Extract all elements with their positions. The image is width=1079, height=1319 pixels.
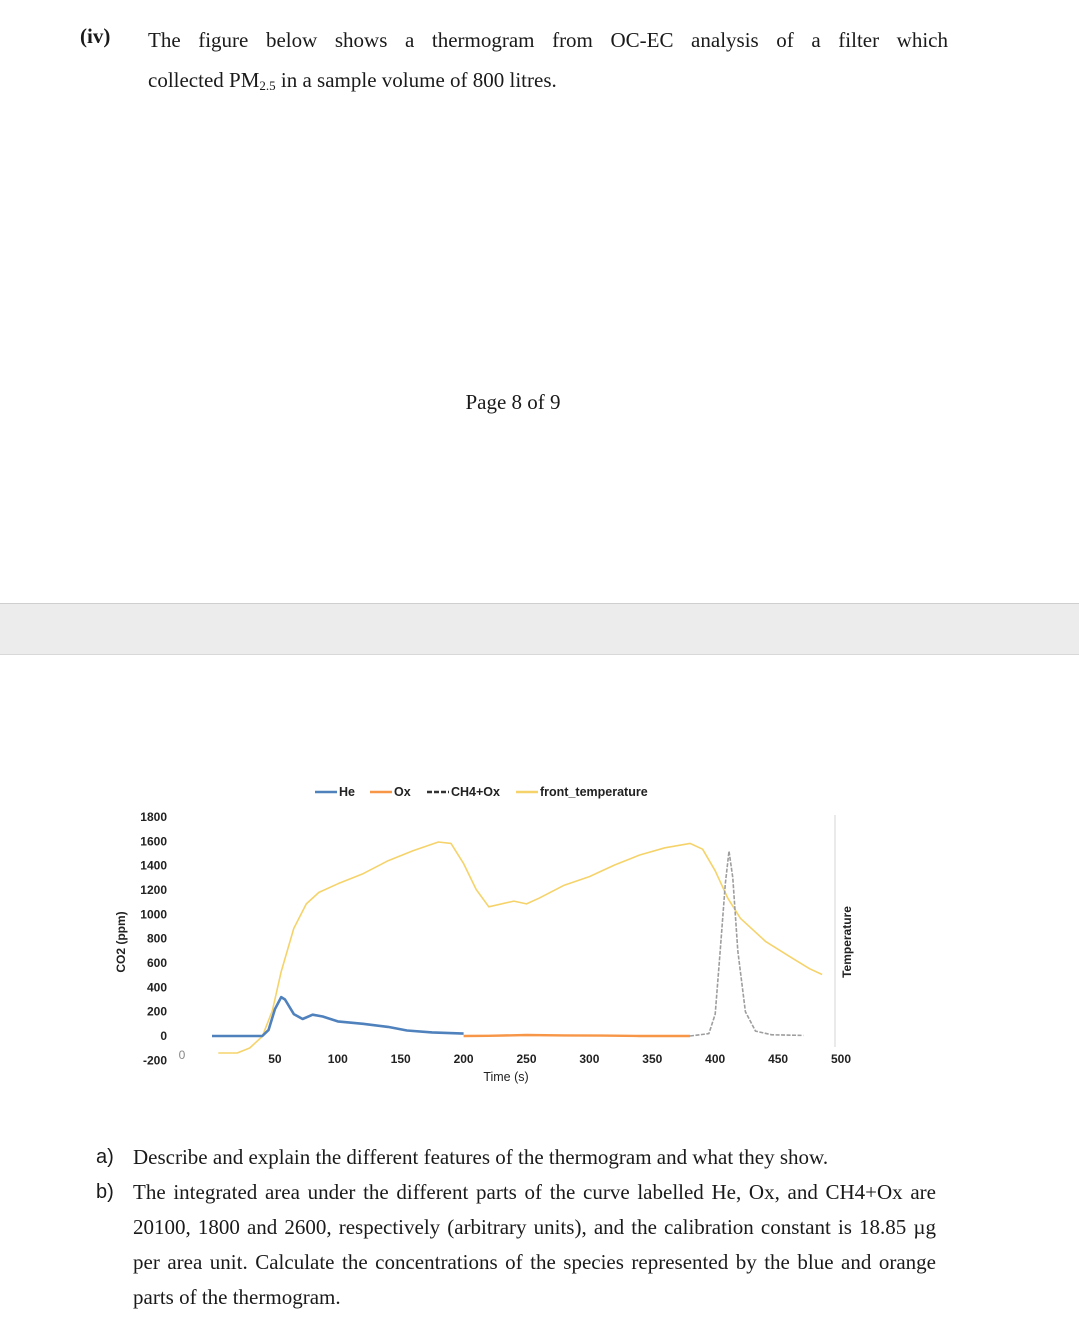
- x-tick-label: 500: [830, 1052, 852, 1066]
- y-tick-label: -200: [142, 1053, 167, 1068]
- question-text-line2: collected $PM_{2.5}$ in a sample volume of 800 litres.: [148, 68, 557, 93]
- series-line-he: [212, 997, 464, 1036]
- chart-series: [212, 842, 822, 1053]
- y-tick-label: 1200: [140, 883, 167, 897]
- y-tick-label: 1000: [140, 907, 167, 922]
- pm-subscript: 2.5: [259, 78, 276, 93]
- y-tick-label: 1800: [140, 810, 167, 824]
- x-tick-label: 50: [268, 1052, 282, 1066]
- x-tick-label: 250: [516, 1052, 537, 1066]
- x-tick-label: 400: [705, 1052, 726, 1066]
- x-tick-label: 450: [768, 1052, 789, 1066]
- y-tick-label: 1600: [140, 834, 167, 849]
- x-tick-label: 350: [642, 1052, 663, 1066]
- sub-question-a: [96, 1140, 936, 1175]
- series-line-ox: [464, 1035, 690, 1036]
- sub-question-b-text: The integrated area under the different parts of the curve labelled He, Ox, and CH4+Ox are 20100, 1800 and 2600, respectively (arbitrary units), and the calibration constant is 18.85 µg per area unit. Calculate the concentrations of the species represented by the blue and orange parts of the thermogram.: [133, 1180, 936, 1309]
- secondary-axis-title: Temperature: [840, 906, 854, 978]
- sub-questions: [96, 1140, 936, 1315]
- legend-label: He: [339, 785, 355, 799]
- x-tick-label: 300: [579, 1052, 600, 1066]
- series-line-ch4-ox: [690, 851, 803, 1036]
- y-axis-ticks: [140, 810, 167, 1067]
- question-number: (iv): [80, 24, 111, 48]
- x-tick-label: 100: [327, 1052, 348, 1066]
- y-tick-label: 800: [146, 931, 167, 946]
- sub-question-b-label: b): [96, 1181, 114, 1203]
- x-tick-label: 150: [390, 1052, 411, 1066]
- legend-label: front_temperature: [540, 785, 648, 799]
- sub-question-a-text: Describe and explain the different features of the thermogram and what they show.: [133, 1145, 829, 1169]
- thermogram-svg: [100, 770, 880, 1100]
- y-axis-title: CO2 (ppm): [114, 911, 128, 973]
- chart-legend: [315, 785, 648, 799]
- question-text: [148, 20, 948, 103]
- sub-question-b: [96, 1175, 936, 1315]
- x-axis-title: Time (s): [483, 1070, 529, 1084]
- y-tick-label: 1400: [140, 858, 167, 873]
- thermogram-chart: [100, 770, 880, 1100]
- legend-label: Ox: [394, 785, 411, 799]
- x-tick-label: 200: [453, 1052, 474, 1066]
- sub-question-a-label: a): [96, 1146, 114, 1168]
- question-text-line1: The figure below shows a thermogram from OC-EC analysis of a filter which: [148, 28, 948, 52]
- page-break-divider: [0, 603, 1079, 655]
- y-tick-label: 0: [160, 1029, 167, 1043]
- x-axis-ticks: [179, 1048, 852, 1066]
- page-footer: Page 8 of 9: [465, 390, 561, 414]
- y-tick-label: 600: [146, 956, 167, 970]
- legend-label: CH4+Ox: [451, 785, 500, 799]
- x-tick-label: 0: [178, 1048, 186, 1062]
- y-tick-label: 200: [146, 1004, 167, 1019]
- y-tick-label: 400: [146, 980, 167, 995]
